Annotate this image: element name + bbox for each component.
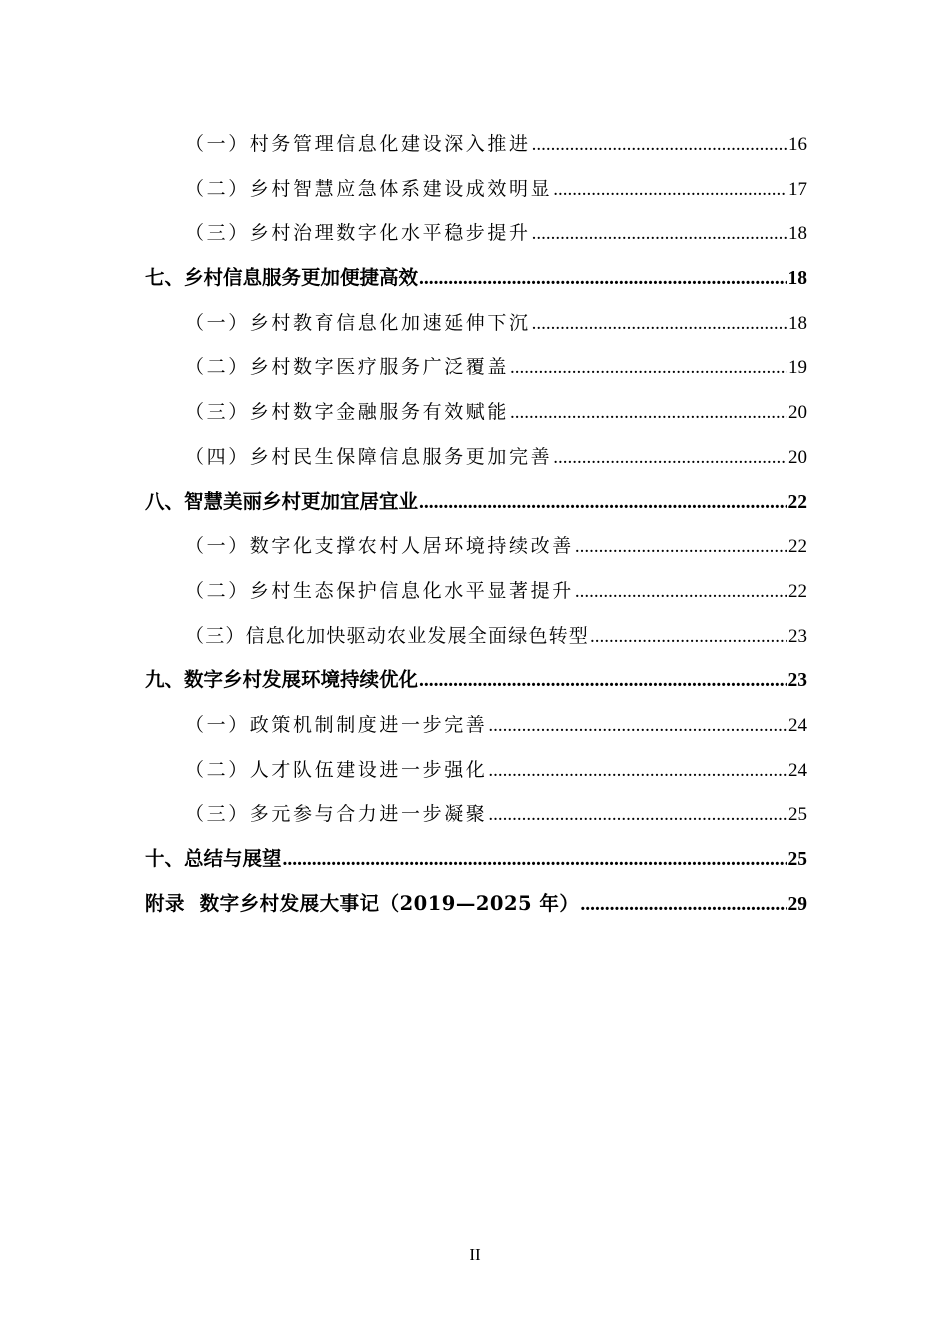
toc-leader-dots: [419, 256, 786, 302]
toc-entry-page: 25: [787, 849, 807, 870]
toc-entry[interactable]: [145, 122, 807, 167]
toc-entry-label: （三）信息化加快驱动农业发展全面绿色转型: [185, 624, 590, 647]
toc-chapter-entry[interactable]: [145, 256, 807, 301]
toc-entry-page: 23: [788, 625, 807, 647]
toc-entry[interactable]: [145, 614, 807, 659]
toc-entry-page: 25: [788, 804, 807, 826]
toc-entry-page: 29: [787, 893, 807, 915]
toc-entry[interactable]: [145, 569, 807, 614]
toc-leader-dots: [419, 658, 786, 704]
toc-entry-page: 16: [788, 134, 807, 155]
toc-entry-page: 20: [788, 402, 807, 424]
toc-entry-label: （三）多元参与合力进一步凝聚: [185, 803, 488, 826]
toc-chapter-entry[interactable]: [145, 480, 807, 525]
toc-entry-page: 18: [788, 312, 807, 334]
toc-leader-dots: [580, 882, 786, 928]
toc-leader-dots: [532, 301, 787, 347]
toc-entry-page: 20: [788, 446, 807, 468]
toc-entry-label: （二）乡村数字医疗服务广泛覆盖: [185, 356, 510, 379]
toc-entry-label: （一）政策机制制度进一步完善: [185, 713, 488, 736]
toc-entry[interactable]: [145, 524, 807, 569]
toc-entry[interactable]: [145, 345, 807, 390]
toc-leader-dots: [488, 703, 787, 749]
toc-entry-page: 22: [788, 536, 807, 558]
toc-entry[interactable]: [145, 703, 807, 748]
toc-entry-page: 19: [788, 357, 807, 379]
toc-leader-dots: [553, 167, 787, 213]
toc-entry[interactable]: [145, 748, 807, 793]
toc-leader-dots: [488, 792, 787, 838]
toc-entry[interactable]: [145, 435, 807, 480]
toc-entry-page: 18: [787, 268, 807, 290]
toc-entry-label: 十、总结与展望: [145, 847, 282, 870]
toc-entry-label: 七、乡村信息服务更加便捷高效: [145, 266, 419, 290]
toc-entry-label: （三）乡村治理数字化水平稳步提升: [185, 222, 531, 245]
toc-leader-dots: [575, 569, 787, 615]
toc-entry-page: 23: [787, 670, 807, 692]
toc-leader-dots: [532, 122, 787, 168]
toc-appendix-entry[interactable]: [145, 882, 807, 927]
toc-leader-dots: [419, 480, 786, 526]
toc-entry-label: 八、智慧美丽乡村更加宜居宜业: [145, 489, 419, 513]
toc-entry-page: 24: [788, 759, 807, 781]
toc-entry-label: 九、数字乡村发展环境持续优化: [145, 668, 419, 692]
toc-entry[interactable]: [145, 390, 807, 435]
toc-leader-dots: [532, 211, 787, 257]
table-of-contents: [145, 122, 807, 926]
toc-entry-page: 22: [787, 491, 807, 513]
toc-entry-label: （一）村务管理信息化建设深入推进: [185, 133, 531, 155]
toc-entry-label: （三）乡村数字金融服务有效赋能: [185, 401, 510, 424]
toc-leader-dots: [553, 435, 787, 481]
toc-leader-dots: [510, 345, 787, 391]
toc-entry-label: （二）乡村生态保护信息化水平显著提升: [185, 579, 574, 602]
toc-entry[interactable]: [145, 211, 807, 256]
toc-entry-label: 附录 数字乡村发展大事记（2019—2025 年）: [145, 891, 580, 915]
toc-leader-dots: [488, 748, 787, 794]
toc-leader-dots: [510, 390, 787, 436]
toc-leader-dots: [575, 524, 787, 570]
toc-entry-label: （四）乡村民生保障信息服务更加完善: [185, 445, 553, 468]
toc-leader-dots: [590, 614, 787, 660]
toc-entry-page: 18: [788, 223, 807, 245]
toc-entry[interactable]: [145, 301, 807, 346]
toc-entry-page: 22: [788, 580, 807, 602]
toc-entry[interactable]: [145, 167, 807, 212]
toc-entry-label: （一）乡村教育信息化加速延伸下沉: [185, 311, 531, 334]
page-number: II: [469, 1245, 481, 1264]
toc-entry-page: 17: [788, 178, 807, 200]
toc-chapter-entry[interactable]: [145, 837, 807, 882]
toc-entry-page: 24: [788, 714, 807, 736]
toc-entry-label: （二）乡村智慧应急体系建设成效明显: [185, 177, 553, 200]
toc-entry-label: （一）数字化支撑农村人居环境持续改善: [185, 535, 574, 558]
toc-entry[interactable]: [145, 792, 807, 837]
toc-entry-label: （二）人才队伍建设进一步强化: [185, 758, 488, 781]
toc-leader-dots: [283, 837, 787, 883]
toc-chapter-entry[interactable]: [145, 658, 807, 703]
